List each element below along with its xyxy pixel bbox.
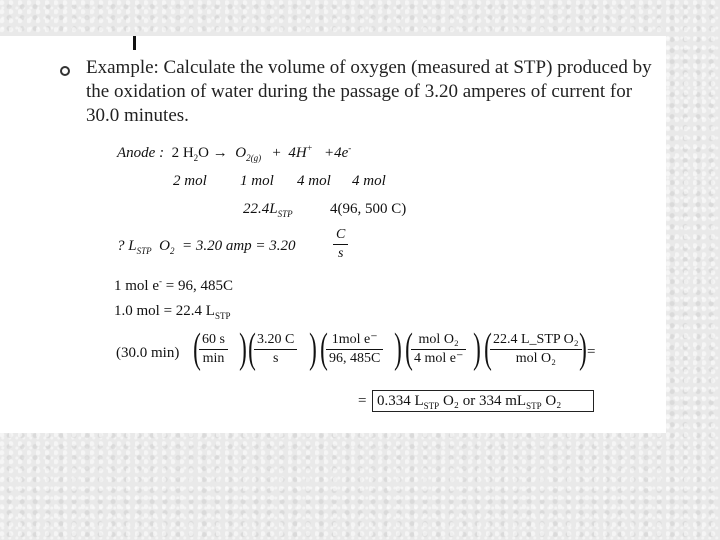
open-paren-1: ( — [193, 326, 201, 372]
anode-label: Anode : — [117, 145, 165, 161]
charge-equivalent: 4(96, 500 C) — [330, 201, 407, 217]
coulombs-per-second-fraction: $\frac{C}{s}$ — [333, 226, 348, 263]
molar-volume-relation: 1.0 mol = 22.4 $L_{STP}$ — [114, 303, 231, 321]
plus-sign: + — [272, 145, 281, 161]
calc-start: (30.0 min) — [116, 345, 180, 361]
product-oxygen: $O_{2(g)}$ — [235, 145, 262, 163]
open-paren-4: ( — [405, 326, 413, 372]
anode-reactant: 2 $H_2O$ — [171, 145, 210, 163]
slide-canvas — [0, 36, 666, 433]
close-paren-5: ) — [579, 326, 587, 372]
mole-ratio-1: 2 mol — [173, 173, 207, 189]
result-equals: = — [358, 393, 367, 409]
fraction-seconds-per-minute: 60 s min — [199, 331, 228, 368]
close-paren-4: ) — [473, 326, 481, 372]
fraction-faraday: 1mol e⁻ 96, 485C — [326, 331, 383, 368]
fraction-molar-volume: 22.4 L_STP O₂ mol O₂ — [490, 331, 582, 368]
anode-equation — [117, 143, 351, 163]
electron-charge-relation: 1 mol e- = 96, 485C — [114, 276, 233, 294]
example-text: Example: Calculate the volume of oxygen (measured at STP) produced by the oxidation of water during the passage of 3.20 amperes of current for 30.0 minutes. — [86, 57, 652, 126]
question-line: ? $L_{STP}$ $O_2 = 3.20$ amp = 3.20 — [117, 238, 296, 256]
reaction-arrow-icon: → — [212, 145, 228, 161]
fraction-current: $\frac{3.20 C}{s}$ — [254, 331, 297, 368]
bullet-icon — [60, 66, 70, 76]
close-paren-3: ) — [394, 326, 402, 372]
open-paren-2: ( — [248, 326, 256, 372]
mole-ratio-3: 4 mol — [297, 173, 331, 189]
product-protons: 4H+ — [288, 143, 313, 161]
volume-equivalent: $22.4L_{STP}$ — [243, 201, 293, 219]
open-paren-3: ( — [320, 326, 328, 372]
product-electrons: +4e- — [324, 143, 352, 161]
fraction-mole-ratio: mol O₂ 4 mol e⁻ — [411, 331, 466, 368]
close-paren-2: ) — [309, 326, 317, 372]
result-text: 0.334 $L_{STP}$ O₂ or 334 $mL_{STP}$ O₂ — [377, 393, 562, 411]
calc-equals: = — [587, 344, 596, 360]
text-cursor-mark — [133, 36, 136, 50]
mole-ratio-4: 4 mol — [352, 173, 386, 189]
mole-ratio-2: 1 mol — [240, 173, 274, 189]
close-paren-1: ) — [239, 326, 247, 372]
open-paren-5: ( — [484, 326, 492, 372]
